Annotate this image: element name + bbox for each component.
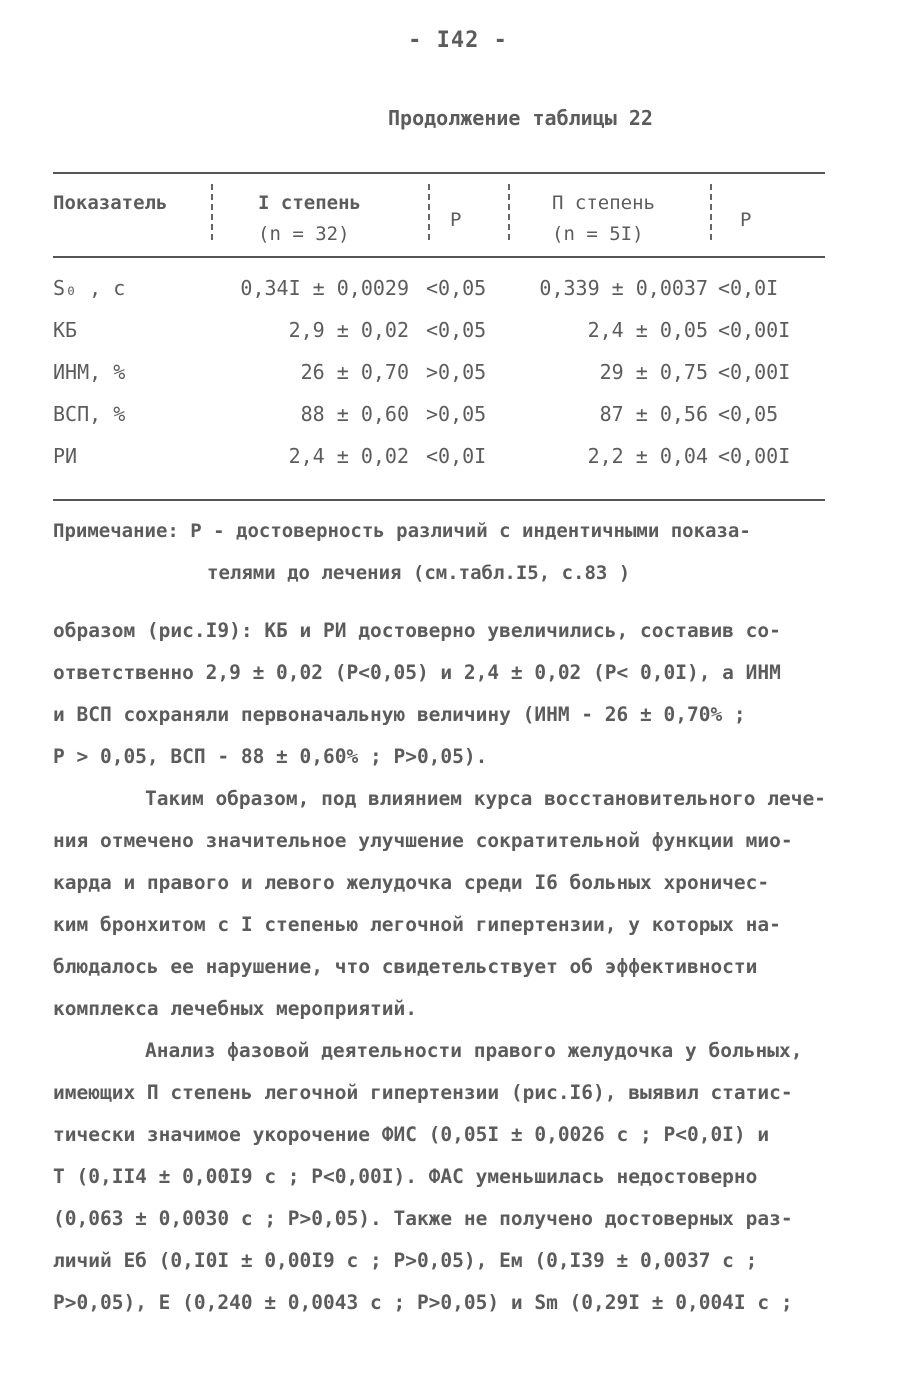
text-line: Т (0,II4 ± 0,00I9 с ; Р<0,00I). ФАС уменьшилась недостоверно	[53, 1165, 758, 1188]
column-divider	[428, 184, 430, 240]
paragraph-3	[53, 1030, 853, 1324]
text-line: Таким образом, под влиянием курса восстановительного лече-	[145, 787, 826, 810]
header-grade1-n: (n = 32)	[258, 223, 350, 245]
table-row	[53, 360, 833, 392]
header-grade2-n: (n = 5I)	[552, 223, 644, 245]
cell-p-grade2: <0,0I	[718, 276, 779, 300]
header-p2: P	[740, 209, 752, 231]
header-indicator: Показатель	[53, 192, 168, 214]
text-line: образом (рис.I9): КБ и РИ достоверно увеличились, составив со-	[53, 619, 781, 642]
cell-p-grade2: <0,00I	[718, 444, 791, 468]
table-header-rule	[53, 256, 825, 258]
text-line: ответственно 2,9 ± 0,02 (Р<0,05) и 2,4 ± 0,02 (Р< 0,0I), а ИНМ	[53, 661, 781, 684]
cell-value-grade2: 2,2 ± 0,04	[587, 444, 708, 468]
cell-value-grade2: 29 ± 0,75	[599, 360, 708, 384]
header-grade2: П степень	[552, 192, 655, 214]
header-grade1: I степень	[258, 192, 361, 214]
cell-value-grade1: 88 ± 0,60	[300, 402, 409, 426]
text-line: ния отмечено значительное улучшение сократительной функции мио-	[53, 829, 793, 852]
table-row	[53, 444, 833, 476]
cell-p-grade1: <0,05	[426, 318, 487, 342]
text-line: тически значимое укорочение ФИС (0,05I ± 0,0026 с ; Р<0,0I) и	[53, 1123, 770, 1146]
cell-value-grade2: 2,4 ± 0,05	[587, 318, 708, 342]
cell-name: ВСП, %	[53, 402, 126, 426]
cell-name: ИНМ, %	[53, 360, 126, 384]
table-row	[53, 276, 833, 308]
cell-value-grade1: 2,9 ± 0,02	[288, 318, 409, 342]
cell-value-grade1: 26 ± 0,70	[300, 360, 409, 384]
text-line: личий Eб (0,I0I ± 0,00I9 с ; Р>0,05), Eм (0,I39 ± 0,0037 с ;	[53, 1249, 758, 1272]
cell-value-grade1: 2,4 ± 0,02	[288, 444, 409, 468]
cell-p-grade2: <0,00I	[718, 360, 791, 384]
cell-p-grade1: >0,05	[426, 402, 487, 426]
cell-value-grade2: 87 ± 0,56	[599, 402, 708, 426]
cell-value-grade1: 0,34I ± 0,0029	[240, 276, 409, 300]
text-line: Анализ фазовой деятельности правого желудочка у больных,	[145, 1039, 803, 1062]
table-top-rule	[53, 172, 825, 174]
table-row	[53, 318, 833, 350]
table-note-line-2: телями до лечения (см.табл.I5, с.83 )	[207, 562, 631, 584]
column-divider	[508, 184, 510, 240]
column-divider	[710, 184, 712, 240]
cell-p-grade1: <0,05	[426, 276, 487, 300]
table-note-line-1: Примечание: Р - достоверность различий с индентичными показа-	[53, 520, 751, 542]
text-line: Р > 0,05, ВСП - 88 ± 0,60% ; Р>0,05).	[53, 745, 488, 768]
cell-p-grade1: >0,05	[426, 360, 487, 384]
paragraph-1	[53, 610, 853, 778]
paragraph-2	[53, 778, 853, 1030]
table-row	[53, 402, 833, 434]
cell-p-grade1: <0,0I	[426, 444, 487, 468]
cell-name: РИ	[53, 444, 78, 468]
cell-value-grade2: 0,339 ± 0,0037	[539, 276, 708, 300]
header-p1: P	[450, 209, 462, 231]
cell-p-grade2: <0,00I	[718, 318, 791, 342]
cell-name: S₀ , с	[53, 276, 126, 300]
text-line: блюдалось ее нарушение, что свидетельствует об эффективности	[53, 955, 758, 978]
text-line: Р>0,05), E (0,240 ± 0,0043 с ; Р>0,05) и Sm (0,29I ± 0,004I с ;	[53, 1291, 793, 1314]
text-line: комплекса лечебных мероприятий.	[53, 997, 417, 1020]
text-line: имеющих П степень легочной гипертензии (рис.I6), выявил статис-	[53, 1081, 793, 1104]
text-line: карда и правого и левого желудочка среди I6 больных хроничес-	[53, 871, 770, 894]
cell-p-grade2: <0,05	[718, 402, 779, 426]
cell-name: КБ	[53, 318, 78, 342]
table-caption: Продолжение таблицы 22	[388, 106, 653, 130]
page-number: - I42 -	[408, 28, 508, 53]
text-line: и ВСП сохраняли первоначальную величину (ИНМ - 26 ± 0,70% ;	[53, 703, 746, 726]
text-line: ким бронхитом с I степенью легочной гипертензии, у которых на-	[53, 913, 781, 936]
column-divider	[211, 184, 213, 240]
text-line: (0,063 ± 0,0030 с ; Р>0,05). Также не получено достоверных раз-	[53, 1207, 793, 1230]
table-bottom-rule	[53, 499, 825, 501]
